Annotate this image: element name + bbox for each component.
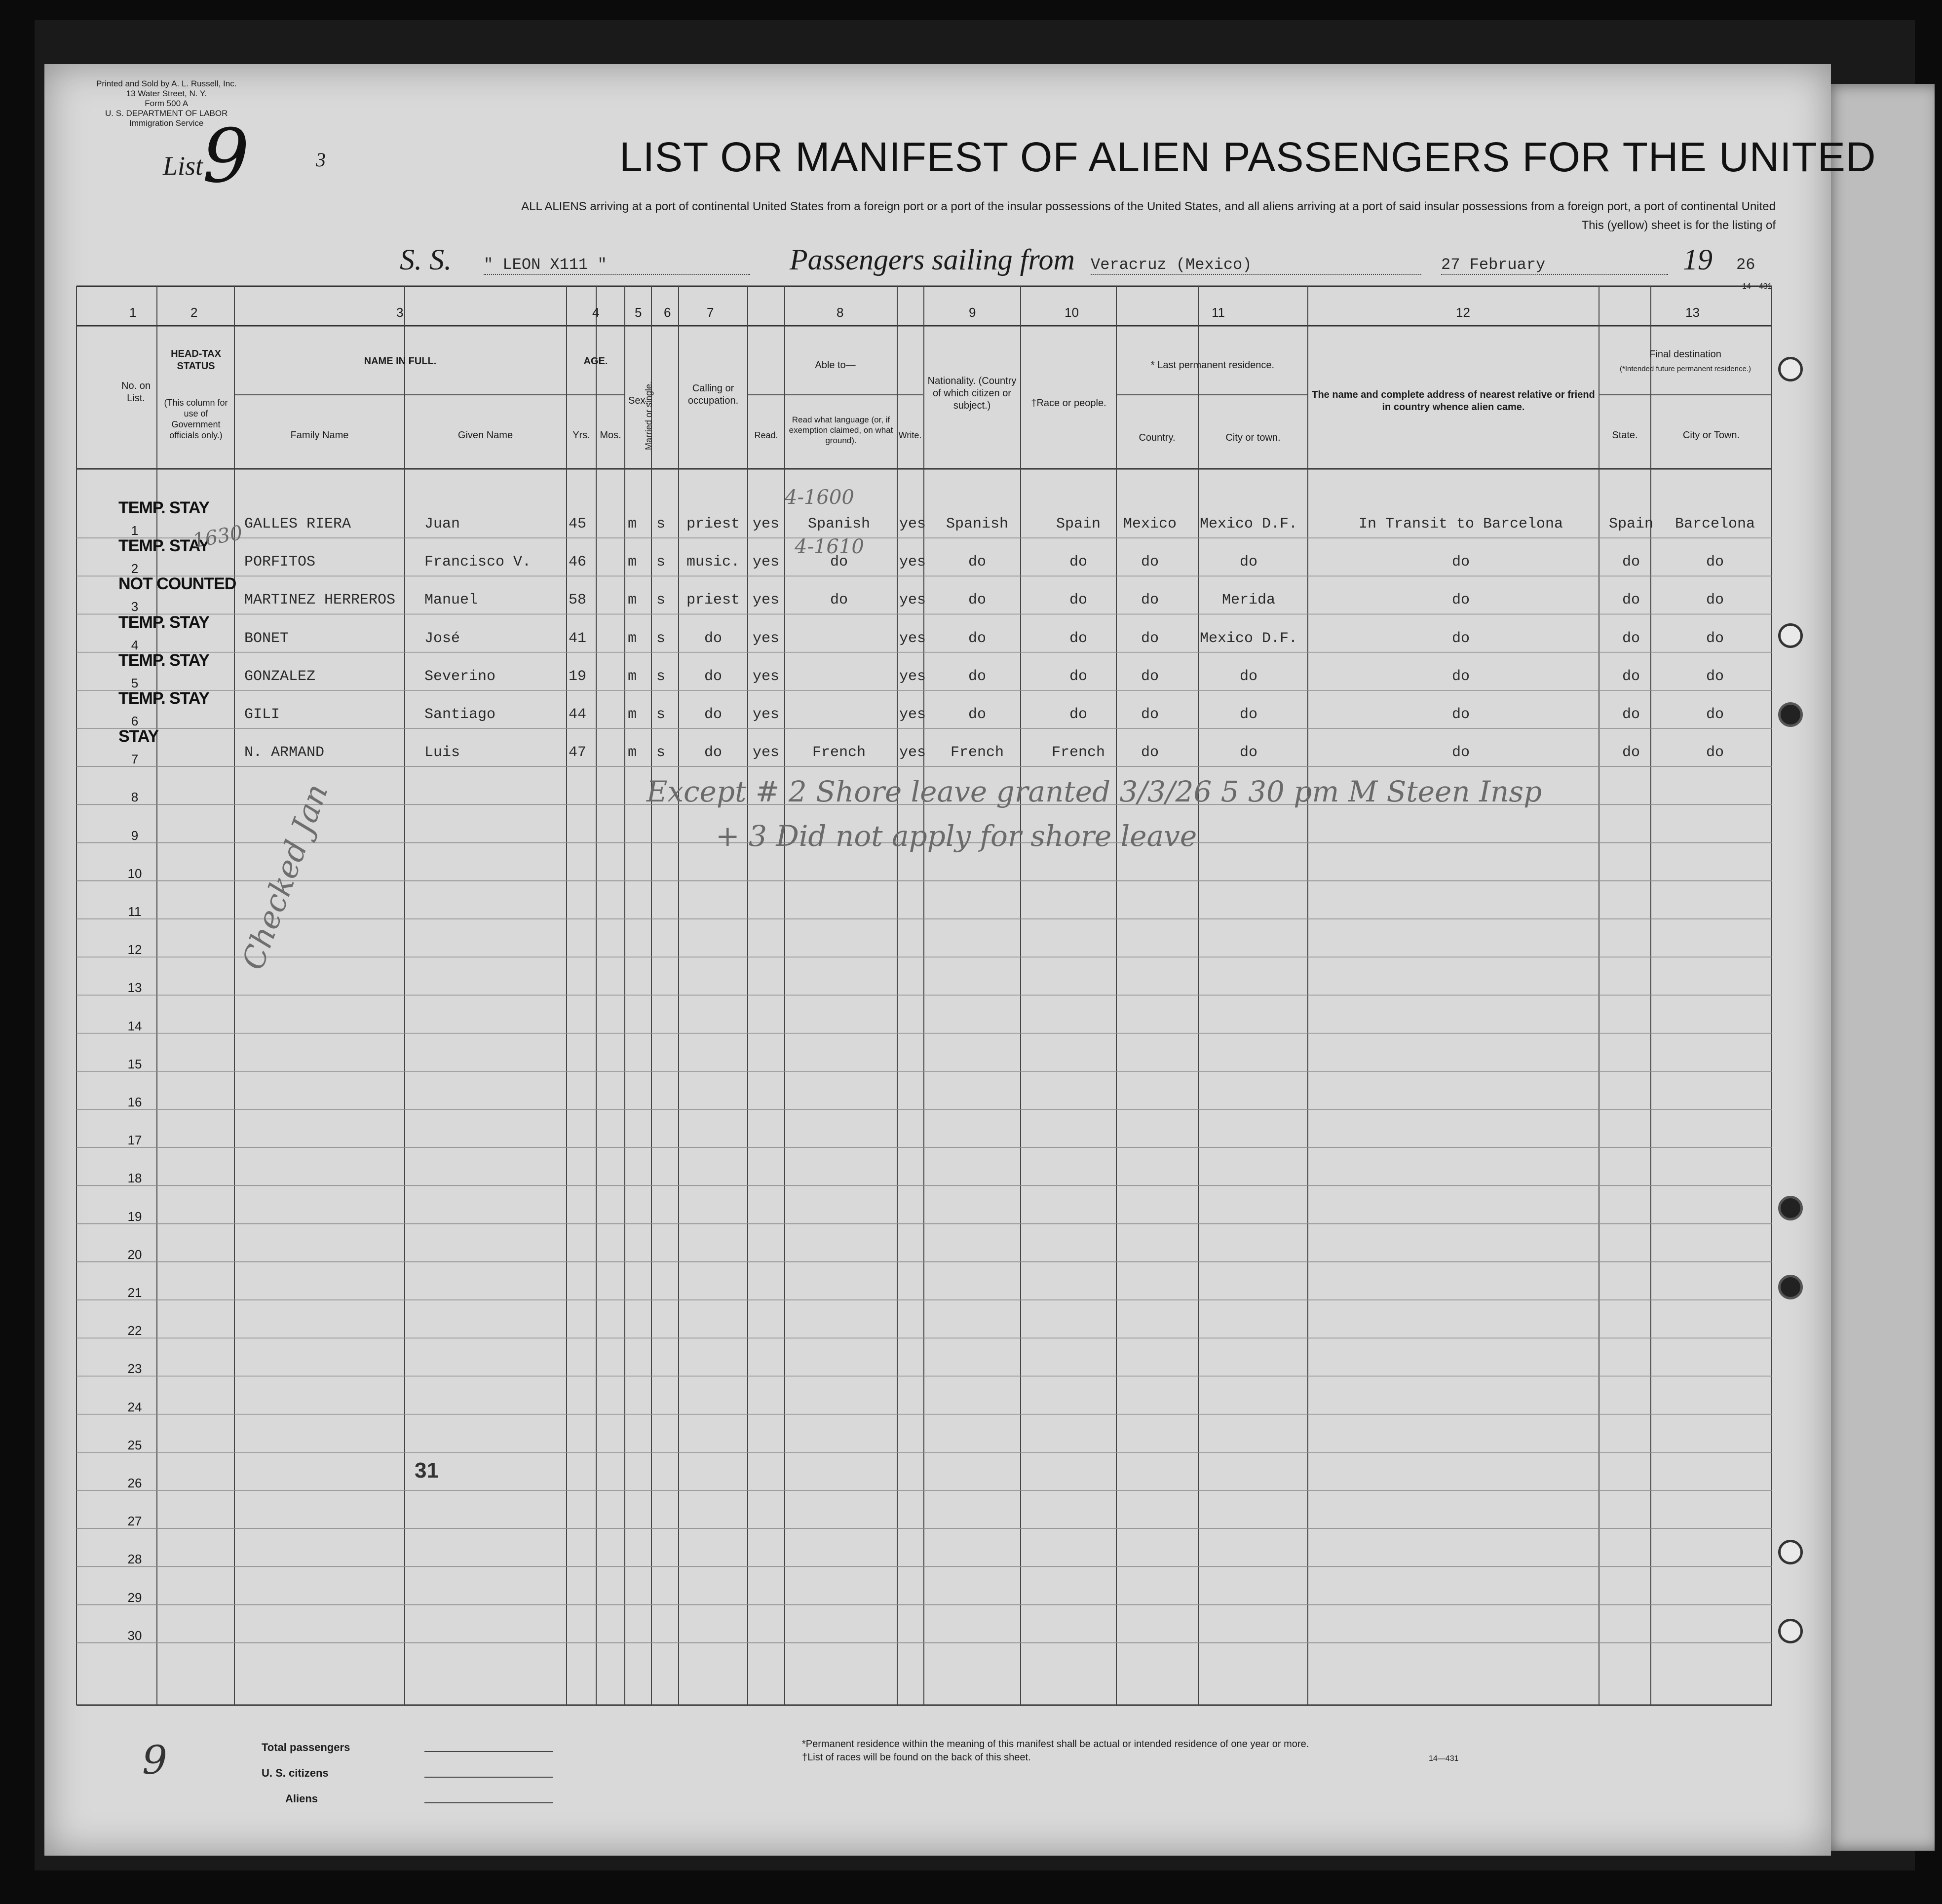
cell-nationality: do [968,592,986,609]
departure-port: Veracruz (Mexico) [1091,256,1421,275]
cell-country: do [1141,668,1159,685]
cell-write: yes [899,554,926,571]
row-number: 12 [127,942,142,957]
cell-occupation: do [704,630,722,647]
total-passengers-line [424,1751,553,1752]
cell-family: N. ARMAND [244,744,325,762]
year-suffix: 26 [1736,256,1755,274]
header-final-destination-note: (*Intended future permanent residence.) [1620,365,1751,373]
head-tax-status-stamp: TEMP. STAY [118,536,209,556]
footer-code: 14—431 [1429,1754,1459,1763]
cell-relative: do [1451,592,1470,609]
printer-line: Form 500 A [145,99,189,108]
cell-dest-city: do [1706,554,1724,571]
row-number: 15 [127,1056,142,1071]
cell-dest-city: do [1706,744,1724,762]
handwritten-no-shore-leave-note: + 3 Did not apply for shore leave [716,819,1197,853]
cell-read: yes [753,592,780,609]
cell-yrs: 46 [569,554,587,571]
cell-dest-city: Barcelona [1675,516,1755,533]
header-yrs: Yrs. [572,430,590,441]
count-stamp: 31 [415,1458,439,1483]
header-given-name: Given Name [457,430,513,441]
header-sex: Sex. [628,395,648,406]
printer-line: U. S. DEPARTMENT OF LABOR [105,109,228,118]
cell-write: yes [899,592,926,609]
header-race: †Race or people. [1031,398,1106,409]
row-number: 13 [127,980,142,995]
head-tax-status-stamp: TEMP. STAY [118,689,209,708]
cell-sex: m [628,706,637,723]
column-number: 4 [592,305,600,320]
aliens-line [424,1802,553,1803]
row-number: 26 [127,1476,142,1490]
row-number: 10 [127,866,142,881]
row-number: 5 [131,675,139,690]
row-number: 19 [127,1209,142,1224]
column-number: 9 [969,305,976,320]
row-number: 1 [131,523,139,538]
us-citizens-line [424,1777,553,1778]
cell-read: yes [753,554,780,571]
cell-yrs: 44 [569,706,587,723]
cell-given: Santiago [424,706,496,723]
row-number: 25 [127,1437,142,1452]
cell-city: Mexico D.F. [1199,630,1298,647]
cell-race: do [1069,554,1087,571]
cell-given: Juan [424,516,460,533]
column-number: 10 [1065,305,1079,320]
departure-date: 27 February [1441,256,1668,275]
cell-state: do [1622,554,1640,571]
cell-relative: do [1451,554,1470,571]
cell-family: MARTINEZ HERREROS [244,592,396,609]
total-handwritten-count: 9 [142,1737,167,1783]
cell-nationality: do [968,630,986,647]
cell-relative: do [1451,668,1470,685]
printer-line: Printed and Sold by A. L. Russell, Inc. [96,79,237,88]
cell-relative: do [1451,630,1470,647]
header-married: Married or single. [644,381,654,451]
row-number: 30 [127,1628,142,1643]
column-number: 1 [129,305,137,320]
ship-name: " LEON X111 " [484,256,750,275]
cell-dest-city: do [1706,706,1724,723]
footer-us-citizens: U. S. citizens [262,1767,329,1779]
header-read: Read. [754,430,778,440]
column-number: 6 [664,305,671,320]
cell-occupation: music. [686,554,740,571]
column-number: 11 [1212,305,1225,320]
sailing-label: Passengers sailing from [790,243,1075,276]
cell-yrs: 45 [569,516,587,533]
cell-dest-city: do [1706,592,1724,609]
cell-family: GILI [244,706,280,723]
cell-country: do [1141,630,1159,647]
cell-dest-city: do [1706,668,1724,685]
cell-race: do [1069,706,1087,723]
row-number: 16 [127,1095,142,1109]
manifest-title: LIST OR MANIFEST OF ALIEN PASSENGERS FOR THE UNITED [619,134,1876,180]
cell-marital: s [656,592,666,609]
intro-line: This (yellow) sheet is for the listing of [1581,219,1776,232]
cell-country: do [1141,744,1159,762]
cell-sex: m [628,744,637,762]
cell-nationality: do [968,668,986,685]
cell-sex: m [628,592,637,609]
cell-city: do [1239,706,1257,723]
cell-language: do [830,592,848,609]
handwritten-shore-leave-note: Except # 2 Shore leave granted 3/3/26 5 30 pm M Steen Insp [647,775,1542,808]
row2-annotation: 4-1610 [795,535,864,558]
cell-read: yes [753,516,780,533]
cell-race: do [1069,630,1087,647]
row-number: 20 [127,1247,142,1262]
cell-nationality: French [950,744,1004,762]
cell-relative: do [1451,744,1470,762]
cell-write: yes [899,668,926,685]
footer-note-residence: *Permanent residence within the meaning of this manifest shall be actual or intended residence of one year or more. [802,1739,1309,1750]
printer-line: 13 Water Street, N. Y. [126,89,207,98]
cell-sex: m [628,668,637,685]
list-suffix: 3 [316,149,326,171]
row-number: 7 [131,752,139,767]
head-tax-status-stamp: NOT COUNTED [118,574,236,594]
cell-given: Luis [424,744,460,762]
head-tax-status-stamp: STAY [118,727,159,746]
cell-given: Francisco V. [424,554,532,571]
head-tax-annotation: 1630 [190,521,245,553]
header-city-or-town: City or Town. [1682,430,1740,441]
cell-given: Severino [424,668,496,685]
row-number: 28 [127,1552,142,1567]
cell-country: Mexico [1123,516,1177,533]
header-calling: Calling or occupation. [687,383,739,406]
header-nearest-relative: The name and complete address of nearest relative or friend in country whence alien came. [1312,389,1595,413]
cell-relative: do [1451,706,1470,723]
cell-state: do [1622,706,1640,723]
cell-country: do [1141,554,1159,571]
printer-line: Immigration Service [129,118,204,128]
cell-relative: In Transit to Barcelona [1358,516,1563,533]
row1-annotation: 4-1600 [785,486,854,509]
header-name-in-full: NAME IN FULL. [364,356,437,367]
cell-sex: m [628,554,637,571]
header-mos: Mos. [600,430,621,441]
header-state: State. [1612,430,1638,441]
cell-race: do [1069,668,1087,685]
cell-city: do [1239,554,1257,571]
row-number: 23 [127,1361,142,1376]
cell-family: BONET [244,630,289,647]
column-number: 3 [396,305,404,320]
footer-total-passengers: Total passengers [262,1741,350,1753]
cell-city: do [1239,668,1257,685]
cell-occupation: do [704,668,722,685]
header-head-tax-note: (This column for use of Government officials only.) [164,398,228,440]
cell-marital: s [656,744,666,762]
header-final-destination: Final destination [1649,349,1721,360]
cell-occupation: priest [686,516,740,533]
header-country: Country. [1139,432,1176,443]
form-code: 14—431 [1742,282,1772,291]
column-number: 12 [1456,305,1470,320]
cell-marital: s [656,630,666,647]
row-number: 17 [127,1133,142,1148]
footer-aliens: Aliens [285,1792,318,1805]
cell-yrs: 47 [569,744,587,762]
handwritten-margin-note: Checked Jan [234,779,335,975]
cell-state: do [1622,630,1640,647]
cell-sex: m [628,630,637,647]
list-number: 9 [202,114,250,199]
cell-write: yes [899,630,926,647]
cell-state: Spain [1608,516,1653,533]
cell-read: yes [753,630,780,647]
header-last-residence: * Last permanent residence. [1150,360,1275,371]
row-number: 22 [127,1323,142,1338]
head-tax-status-stamp: TEMP. STAY [118,612,209,632]
row-number: 27 [127,1514,142,1529]
row-number: 14 [127,1018,142,1033]
list-label: List [163,151,203,181]
cell-marital: s [656,516,666,533]
cell-family: PORFITOS [244,554,316,571]
cell-sex: m [628,516,637,533]
row-number: 6 [131,714,139,728]
row-number: 9 [131,828,139,843]
cell-write: yes [899,744,926,762]
cell-nationality: Spanish [946,516,1009,533]
header-head-tax: HEAD-TAX STATUS [171,348,221,372]
cell-race: French [1051,744,1105,762]
cell-marital: s [656,668,666,685]
cell-yrs: 19 [569,668,587,685]
cell-write: yes [899,516,926,533]
header-nationality: Nationality. (Country of which citizen or subject.) [927,376,1017,411]
cell-state: do [1622,668,1640,685]
cell-language: French [812,744,866,762]
year-prefix: 19 [1683,243,1713,276]
cell-read: yes [753,706,780,723]
cell-city: do [1239,744,1257,762]
cell-language: do [830,554,848,571]
cell-country: do [1141,706,1159,723]
cell-city: Mexico D.F. [1199,516,1298,533]
cell-family: GALLES RIERA [244,516,351,533]
cell-nationality: do [968,554,986,571]
header-family-name: Family Name [290,430,349,441]
header-age: AGE. [583,356,608,367]
row-number: 2 [131,561,139,576]
header-city: City or town. [1225,432,1281,443]
cell-given: José [424,630,460,647]
cell-city: Merida [1221,592,1276,609]
head-tax-status-stamp: TEMP. STAY [118,498,209,517]
intro-line: ALL ALIENS arriving at a port of continental United States from a foreign port or a port of the insular possessions of the United States, and all aliens arriving at a port of said insular possessions from a foreign port, a port of continental United [521,200,1776,213]
cell-yrs: 41 [569,630,587,647]
ss-label: S. S. [400,243,452,276]
cell-marital: s [656,706,666,723]
row-number: 21 [127,1285,142,1300]
row-number: 4 [131,637,139,652]
cell-dest-city: do [1706,630,1724,647]
cell-country: do [1141,592,1159,609]
column-number: 2 [190,305,198,320]
cell-state: do [1622,592,1640,609]
cell-marital: s [656,554,666,571]
column-number: 13 [1685,305,1700,320]
row-number: 29 [127,1590,142,1605]
cell-occupation: do [704,706,722,723]
footer-note-races: †List of races will be found on the back of this sheet. [802,1752,1031,1763]
row-number: 18 [127,1171,142,1186]
column-number: 8 [837,305,844,320]
cell-state: do [1622,744,1640,762]
cell-write: yes [899,706,926,723]
cell-occupation: do [704,744,722,762]
row-number: 8 [131,790,139,805]
cell-read: yes [753,744,780,762]
column-number: 7 [707,305,714,320]
row-number: 11 [128,904,142,919]
cell-given: Manuel [424,592,478,609]
row-number: 24 [127,1399,142,1414]
cell-language: Spanish [807,516,871,533]
head-tax-status-stamp: TEMP. STAY [118,650,209,670]
cell-yrs: 58 [569,592,587,609]
header-write: Write. [898,430,922,440]
cell-occupation: priest [686,592,740,609]
header-read-language: Read what language (or, if exemption claimed, on what ground). [789,415,893,445]
header-able-to: Able to— [815,360,856,371]
cell-nationality: do [968,706,986,723]
row-number: 3 [131,599,139,614]
header-no-on-list: No. on List. [121,381,151,404]
column-number: 5 [635,305,642,320]
cell-family: GONZALEZ [244,668,316,685]
cell-read: yes [753,668,780,685]
cell-race: do [1069,592,1087,609]
cell-race: Spain [1056,516,1101,533]
